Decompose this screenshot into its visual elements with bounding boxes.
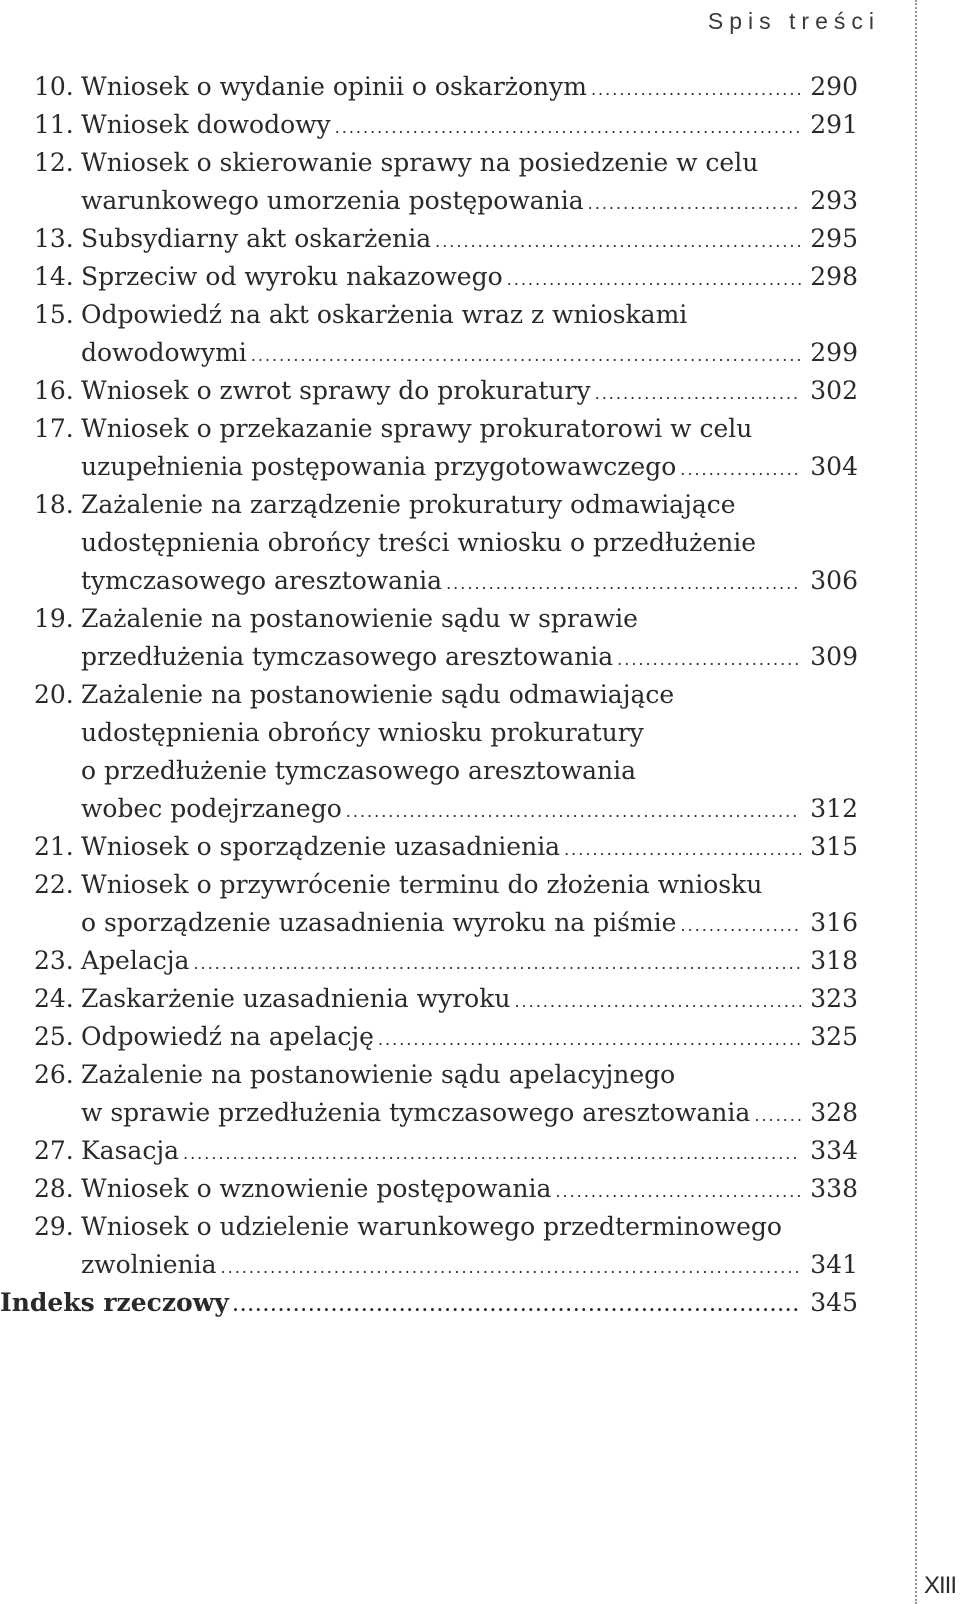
toc-entry bbox=[0, 980, 880, 1018]
toc-line bbox=[0, 1094, 880, 1132]
toc-page-number: 318 bbox=[810, 946, 858, 975]
toc-entry-number: 18. bbox=[34, 490, 74, 519]
toc-page-number: 302 bbox=[810, 376, 858, 405]
dot-leader bbox=[193, 945, 801, 983]
toc-entry-title-final-line bbox=[81, 942, 801, 983]
toc-page-number: 338 bbox=[810, 1174, 858, 1203]
toc-entry-title-final-line bbox=[81, 106, 801, 147]
toc-page-number: 345 bbox=[810, 1288, 858, 1317]
toc-line bbox=[0, 220, 880, 258]
dot-leader bbox=[591, 71, 801, 109]
toc-entry bbox=[0, 296, 880, 372]
toc-entry bbox=[0, 600, 880, 676]
toc-entry-title-final-line bbox=[81, 372, 801, 413]
toc-entry-title-final-line bbox=[81, 258, 801, 299]
running-header: Spis treści bbox=[707, 8, 880, 34]
toc-entry-title-final-line bbox=[81, 638, 801, 679]
toc-line bbox=[0, 1208, 880, 1246]
toc-entry-title-line: Kasacja bbox=[81, 1136, 179, 1165]
toc-line bbox=[0, 1246, 880, 1284]
toc-entry-title-final-line bbox=[81, 448, 801, 489]
toc-entry-number: 11. bbox=[34, 110, 74, 139]
toc-entry bbox=[0, 144, 880, 220]
toc-entry-title-line: Zażalenie na postanowienie sądu odmawiające bbox=[81, 680, 675, 709]
dot-leader bbox=[514, 983, 801, 1021]
toc-entry-number: 19. bbox=[34, 604, 74, 633]
toc-entry-title-line: Wniosek o wznowienie postępowania bbox=[81, 1174, 552, 1203]
toc-page-number: 328 bbox=[810, 1098, 858, 1127]
dot-leader bbox=[346, 793, 801, 831]
toc-entry-title-line: Zaskarżenie uzasadnienia wyroku bbox=[81, 984, 511, 1013]
toc-entry-title-final-line bbox=[81, 562, 801, 603]
toc-entry-index bbox=[0, 1284, 880, 1322]
toc-entry-title-final-line bbox=[81, 904, 801, 945]
toc-line bbox=[0, 258, 880, 296]
dot-leader bbox=[680, 907, 801, 945]
toc-entry-title-final-line bbox=[81, 182, 801, 223]
toc-entry bbox=[0, 1208, 880, 1284]
toc-line bbox=[0, 1056, 880, 1094]
toc-entry bbox=[0, 676, 880, 828]
dot-leader bbox=[507, 261, 801, 299]
toc-page-number: 341 bbox=[810, 1250, 858, 1279]
toc-entry-number: 20. bbox=[34, 680, 74, 709]
toc-entry-number: 28. bbox=[34, 1174, 74, 1203]
toc-entry-title-line: o sporządzenie uzasadnienia wyroku na piśmie bbox=[81, 908, 677, 937]
toc-entry bbox=[0, 106, 880, 144]
toc-page-number: 304 bbox=[810, 452, 858, 481]
dot-leader bbox=[335, 109, 801, 147]
toc-entry-title-final-line bbox=[81, 1018, 801, 1059]
toc-line bbox=[0, 296, 880, 334]
dot-leader bbox=[588, 185, 801, 223]
toc-page-number: 325 bbox=[810, 1022, 858, 1051]
toc-line bbox=[0, 866, 880, 904]
toc-line bbox=[0, 1170, 880, 1208]
toc-entry-title-line: dowodowymi bbox=[81, 338, 247, 367]
toc-line bbox=[0, 752, 880, 790]
toc-entry-number: 26. bbox=[34, 1060, 74, 1089]
toc-line bbox=[0, 334, 880, 372]
toc-line bbox=[0, 676, 880, 714]
toc-line bbox=[0, 980, 880, 1018]
toc-entry-number: 22. bbox=[34, 870, 74, 899]
toc-line bbox=[0, 600, 880, 638]
toc-line bbox=[0, 448, 880, 486]
toc-line bbox=[0, 562, 880, 600]
toc-entry bbox=[0, 68, 880, 106]
toc-page-number: 290 bbox=[810, 72, 858, 101]
toc-page-number: 299 bbox=[810, 338, 858, 367]
toc-entry-title-final-line bbox=[81, 334, 801, 375]
toc-page-number: 312 bbox=[810, 794, 858, 823]
toc-entry-number: 21. bbox=[34, 832, 74, 861]
toc-line bbox=[0, 1284, 880, 1322]
toc-line bbox=[0, 524, 880, 562]
toc-page-number: 298 bbox=[810, 262, 858, 291]
toc-entry-title-final-line bbox=[81, 220, 801, 261]
dot-leader bbox=[595, 375, 801, 413]
toc-line bbox=[0, 372, 880, 410]
toc-line bbox=[0, 904, 880, 942]
dot-leader bbox=[446, 565, 801, 603]
toc-entry-title-line: Wniosek o udzielenie warunkowego przedterminowego bbox=[81, 1212, 782, 1241]
dot-leader bbox=[251, 337, 801, 375]
toc-entry-number: 16. bbox=[34, 376, 74, 405]
toc-page-number: 295 bbox=[810, 224, 858, 253]
toc-entry-number: 25. bbox=[34, 1022, 74, 1051]
toc-entry-title-line: Indeks rzeczowy bbox=[0, 1288, 229, 1317]
toc-entry-number: 13. bbox=[34, 224, 74, 253]
toc-entry-title-line: Wniosek o przekazanie sprawy prokuratorowi w celu bbox=[81, 414, 753, 443]
toc-page-number: 309 bbox=[810, 642, 858, 671]
toc-page-number: 316 bbox=[810, 908, 858, 937]
toc-page-number: 306 bbox=[810, 566, 858, 595]
toc-entry-title-line: wobec podejrzanego bbox=[81, 794, 342, 823]
toc-line bbox=[0, 828, 880, 866]
dot-leader bbox=[617, 641, 801, 679]
toc-entry-number: 27. bbox=[34, 1136, 74, 1165]
toc-line bbox=[0, 942, 880, 980]
toc-entry bbox=[0, 1132, 880, 1170]
toc-entry-title-final-line bbox=[81, 1132, 801, 1173]
toc-entry bbox=[0, 1056, 880, 1132]
toc-entry-title-final-line bbox=[81, 1170, 801, 1211]
toc-entry-title-line: o przedłużenie tymczasowego aresztowania bbox=[81, 756, 637, 785]
toc-entry-number: 10. bbox=[34, 72, 74, 101]
toc-line bbox=[0, 410, 880, 448]
toc-entry-number: 23. bbox=[34, 946, 74, 975]
toc-entry-title-final-line bbox=[81, 1094, 801, 1135]
toc-entry-title-final-line bbox=[81, 68, 801, 109]
toc-entry-number: 17. bbox=[34, 414, 74, 443]
toc-page-number: 291 bbox=[810, 110, 858, 139]
page-number: XIII bbox=[923, 1572, 956, 1599]
toc-entry-title-line: Wniosek o przywrócenie terminu do złożenia wniosku bbox=[81, 870, 763, 899]
toc-entry-title-line: Sprzeciw od wyroku nakazowego bbox=[81, 262, 503, 291]
toc-page-number: 293 bbox=[810, 186, 858, 215]
toc-entry-title-line: Zażalenie na postanowienie sądu apelacyjnego bbox=[81, 1060, 676, 1089]
toc-entry-title-final-line bbox=[81, 980, 801, 1021]
toc-entry bbox=[0, 372, 880, 410]
toc-entry-title-final-line bbox=[81, 790, 801, 831]
toc-entry-title-line: udostępnienia obrońcy treści wniosku o przedłużenie bbox=[81, 528, 757, 557]
toc-page-number: 315 bbox=[810, 832, 858, 861]
toc-entry-title-line: Wniosek dowodowy bbox=[81, 110, 331, 139]
toc-entry-title-final-line bbox=[81, 1246, 801, 1287]
dotted-margin-rule bbox=[915, 0, 917, 1604]
toc-line bbox=[0, 182, 880, 220]
toc-entry bbox=[0, 410, 880, 486]
toc-entry-title-line: Subsydiarny akt oskarżenia bbox=[81, 224, 432, 253]
dot-leader bbox=[555, 1173, 801, 1211]
toc-entry-title-line: przedłużenia tymczasowego aresztowania bbox=[81, 642, 614, 671]
toc-line bbox=[0, 144, 880, 182]
toc-entry-title-line: udostępnienia obrońcy wniosku prokuratury bbox=[81, 718, 644, 747]
toc-entry-title-line: warunkowego umorzenia postępowania bbox=[81, 186, 584, 215]
toc-entry-title-line: uzupełnienia postępowania przygotowawczego bbox=[81, 452, 677, 481]
toc-entry-title-line: Zażalenie na postanowienie sądu w sprawie bbox=[81, 604, 638, 633]
toc-entry-title-line: Wniosek o zwrot sprawy do prokuratury bbox=[81, 376, 591, 405]
toc-entry-title-line: w sprawie przedłużenia tymczasowego aresztowania bbox=[81, 1098, 751, 1127]
toc-entry-title-line: zwolnienia bbox=[81, 1250, 217, 1279]
toc-entry bbox=[0, 258, 880, 296]
toc-entry-title-line: Odpowiedź na apelację bbox=[81, 1022, 374, 1051]
toc-entry bbox=[0, 486, 880, 600]
toc-entry-title-line: Wniosek o wydanie opinii o oskarżonym bbox=[81, 72, 587, 101]
toc-entry-title-line: Zażalenie na zarządzenie prokuratury odmawiające bbox=[81, 490, 736, 519]
toc-page-number: 334 bbox=[810, 1136, 858, 1165]
dot-leader bbox=[378, 1021, 801, 1059]
dot-leader bbox=[233, 1287, 801, 1325]
toc-line bbox=[0, 486, 880, 524]
toc-entry-title-line: tymczasowego aresztowania bbox=[81, 566, 443, 595]
dot-leader bbox=[754, 1097, 801, 1135]
toc-line bbox=[0, 638, 880, 676]
toc-line bbox=[0, 1018, 880, 1056]
toc-entry bbox=[0, 942, 880, 980]
toc-entry-number: 14. bbox=[34, 262, 74, 291]
toc-line bbox=[0, 106, 880, 144]
toc-entry-number: 12. bbox=[34, 148, 74, 177]
toc-line bbox=[0, 790, 880, 828]
dot-leader bbox=[435, 223, 801, 261]
toc-entry bbox=[0, 866, 880, 942]
toc-entry-title-line: Odpowiedź na akt oskarżenia wraz z wnioskami bbox=[81, 300, 688, 329]
toc-line bbox=[0, 1132, 880, 1170]
toc-entry bbox=[0, 828, 880, 866]
table-of-contents bbox=[0, 68, 880, 1322]
toc-entry bbox=[0, 1170, 880, 1208]
dot-leader bbox=[183, 1135, 801, 1173]
toc-entry-number: 29. bbox=[34, 1212, 74, 1241]
toc-entry-title-line: Apelacja bbox=[81, 946, 190, 975]
toc-entry-number: 15. bbox=[34, 300, 74, 329]
toc-page-number: 323 bbox=[810, 984, 858, 1013]
dot-leader bbox=[221, 1249, 801, 1287]
toc-entry-title-final-line bbox=[81, 828, 801, 869]
toc-line bbox=[0, 68, 880, 106]
toc-entry bbox=[0, 1018, 880, 1056]
toc-entry bbox=[0, 220, 880, 258]
toc-entry-title-final-line bbox=[0, 1284, 801, 1325]
toc-entry-title-line: Wniosek o skierowanie sprawy na posiedzenie w celu bbox=[81, 148, 759, 177]
dot-leader bbox=[564, 831, 801, 869]
toc-line bbox=[0, 714, 880, 752]
toc-entry-title-line: Wniosek o sporządzenie uzasadnienia bbox=[81, 832, 561, 861]
dot-leader bbox=[680, 451, 801, 489]
toc-entry-number: 24. bbox=[34, 984, 74, 1013]
